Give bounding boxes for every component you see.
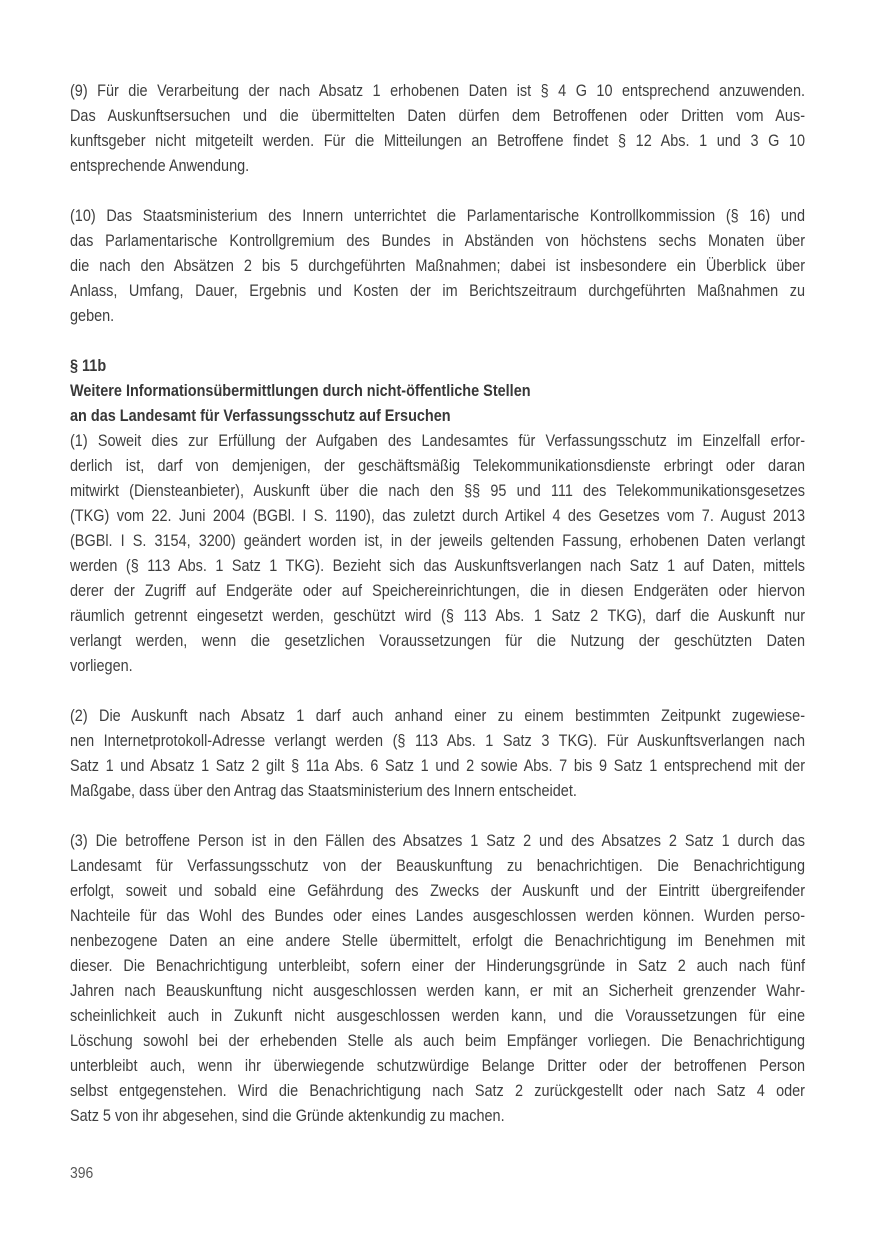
text-line: derlich ist, darf von demjenigen, der geschäftsmäßig Telekommunikationsdienste erbringt oder daran <box>70 456 806 475</box>
text-line: nen Internetprotokoll-Adresse verlangt werden (§ 113 Abs. 1 Satz 3 TKG). Für Auskunftsverlangen nach <box>70 731 806 750</box>
paragraph <box>70 78 805 178</box>
text-line: das Parlamentarische Kontrollgremium des Bundes in Abständen von höchstens sechs Monaten über <box>70 231 806 250</box>
text-line: mitwirkt (Diensteanbieter), Auskunft über die nach den §§ 95 und 111 des Telekommunikationsgesetzes <box>70 481 806 500</box>
text-line: selbst entgegenstehen. Wird die Benachrichtigung nach Satz 2 zurückgestellt oder nach Satz 4 oder <box>70 1081 806 1100</box>
text-line: geben. <box>70 306 115 325</box>
text-line: räumlich getrennt eingesetzt werden, geschützt wird (§ 113 Abs. 1 Satz 2 TKG), darf die Auskunft nur <box>70 606 806 625</box>
text-line: (TKG) vom 22. Juni 2004 (BGBl. I S. 1190), das zuletzt durch Artikel 4 des Gesetzes vom 7. August 2013 <box>70 506 806 525</box>
page-number: 396 <box>70 1165 94 1182</box>
text-line: (10) Das Staatsministerium des Innern unterrichtet die Parlamentarische Kontrollkommission (§ 16) und <box>70 206 806 225</box>
text-line: (2) Die Auskunft nach Absatz 1 darf auch anhand einer zu einem bestimmten Zeitpunkt zugewiese- <box>70 706 806 725</box>
text-line: verlangt werden, wenn die gesetzlichen Voraussetzungen für die Nutzung der geschützten Daten <box>70 631 806 650</box>
text-line: Das Auskunftsersuchen und die übermittelten Daten dürfen dem Betroffenen oder Dritten vom Aus- <box>70 106 806 125</box>
text-line: unterbleibt auch, wenn ihr überwiegende schutzwürdige Belange Dritter oder der betroffenen Person <box>70 1056 806 1075</box>
text-line: nenbezogene Daten an eine andere Stelle übermittelt, erfolgt die Benachrichtigung im Benehmen mit <box>70 931 806 950</box>
text-line: kunftsgeber nicht mitgeteilt werden. Für die Mitteilungen an Betroffene findet § 12 Abs. 1 und 3 G 10 <box>70 131 806 150</box>
text-line: vorliegen. <box>70 656 133 675</box>
text-line: Weitere Informationsübermittlungen durch nicht-öffentliche Stellen <box>70 381 531 400</box>
paragraph <box>70 703 805 803</box>
text-line: Anlass, Umfang, Dauer, Ergebnis und Kosten der im Berichtszeitraum durchgeführten Maßnahmen zu <box>70 281 806 300</box>
text-line: Satz 1 und Absatz 1 Satz 2 gilt § 11a Abs. 6 Satz 1 und 2 sowie Abs. 7 bis 9 Satz 1 entsprechend mit der <box>70 756 806 775</box>
text-line: werden (§ 113 Abs. 1 Satz 1 TKG). Bezieht sich das Auskunftsverlangen nach Satz 1 auf Daten, mittels <box>70 556 806 575</box>
text-line: Jahren nach Beauskunftung nicht ausgeschlossen werden kann, er mit an Sicherheit grenzender Wahr- <box>70 981 806 1000</box>
text-line: § 11b <box>70 356 107 375</box>
paragraph <box>70 428 805 678</box>
text-line: derer der Zugriff auf Endgeräte oder auf Speichereinrichtungen, die in diesen Endgeräten oder hiervon <box>70 581 806 600</box>
text-line: Satz 5 von ihr abgesehen, sind die Gründe aktenkundig zu machen. <box>70 1106 505 1125</box>
text-line: Landesamt für Verfassungsschutz von der Beauskunftung zu benachrichtigen. Die Benachrichtigung <box>70 856 806 875</box>
text-line: dieser. Die Benachrichtigung unterbleibt, sofern einer der Hinderungsgründe in Satz 2 auch nach fünf <box>70 956 806 975</box>
text-line: (9) Für die Verarbeitung der nach Absatz 1 erhobenen Daten ist § 4 G 10 entsprechend anzuwenden. <box>70 81 806 100</box>
text-line: Maßgabe, dass über den Antrag das Staatsministerium des Innern entscheidet. <box>70 781 577 800</box>
text-line: Löschung sowohl bei der erhebenden Stelle als auch beim Empfänger vorliegen. Die Benachrichtigung <box>70 1031 806 1050</box>
paragraph <box>70 828 805 1128</box>
document-body <box>70 78 805 1128</box>
text-line: (1) Soweit dies zur Erfüllung der Aufgaben des Landesamtes für Verfassungsschutz im Einzelfall erfor- <box>70 431 806 450</box>
text-line: erfolgt, soweit und sobald eine Gefährdung des Zwecks der Auskunft und der Eintritt übergreifender <box>70 881 806 900</box>
text-line: Nachteile für das Wohl des Bundes oder eines Landes ausgeschlossen werden können. Wurden perso- <box>70 906 806 925</box>
text-line: (BGBl. I S. 3154, 3200) geändert worden ist, in der jeweils geltenden Fassung, erhobenen Daten verlangt <box>70 531 806 550</box>
heading <box>70 353 805 428</box>
text-line: die nach den Absätzen 2 bis 5 durchgeführten Maßnahmen; dabei ist insbesondere ein Überblick über <box>70 256 806 275</box>
text-line: scheinlichkeit auch in Zukunft nicht ausgeschlossen werden kann, und die Voraussetzungen für eine <box>70 1006 806 1025</box>
text-line: an das Landesamt für Verfassungsschutz auf Ersuchen <box>70 406 451 425</box>
text-line: entsprechende Anwendung. <box>70 156 250 175</box>
paragraph <box>70 203 805 328</box>
text-line: (3) Die betroffene Person ist in den Fällen des Absatzes 1 Satz 2 und des Absatzes 2 Satz 1 durch das <box>70 831 806 850</box>
